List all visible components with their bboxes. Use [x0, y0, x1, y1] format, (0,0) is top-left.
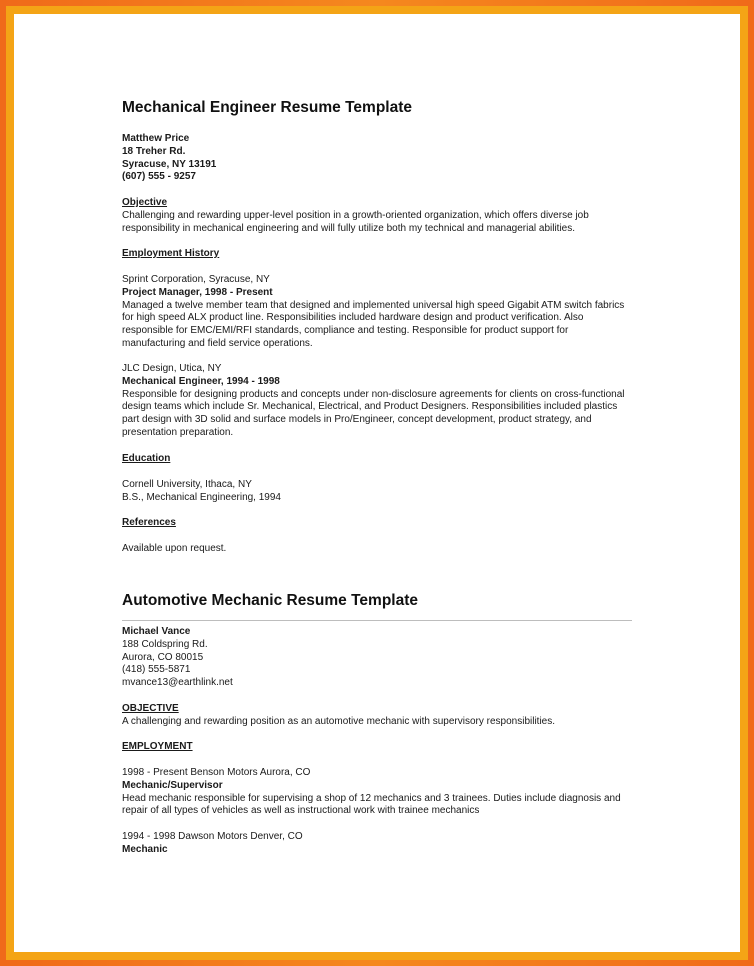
resume1-employment-heading — [122, 248, 634, 261]
resume1-job-1 — [122, 274, 634, 351]
resume1-objective-text: Challenging and rewarding upper-level position in a growth-oriented organization, which offers diverse job responsibility in mechanical engineering and will fully utilize both my technical and managerial abilities. — [122, 209, 589, 234]
resume1-contact — [122, 133, 634, 184]
job-description: Responsible for designing products and concepts under non-disclosure agreements for clients on cross-functional design teams which include Sr. Mechanical, Electrical, and Product Designers. Responsibilities included plastics part design with 3D solid and surface models in Pro/Engineer, concept development, product strategy, and presentation preparation. — [122, 388, 625, 438]
resume2-job-1 — [122, 767, 634, 818]
job-company: 1998 - Present Benson Motors Aurora, CO — [122, 767, 311, 778]
resume1-title: Mechanical Engineer Resume Template — [122, 99, 413, 116]
resume1-phone: (607) 555 - 9257 — [122, 171, 196, 183]
resume2-address1: 188 Coldspring Rd. — [122, 638, 208, 650]
resume2-title: Automotive Mechanic Resume Template — [122, 592, 419, 609]
resume2-employment-heading — [122, 741, 634, 754]
resume2-objective-heading: OBJECTIVE — [122, 703, 179, 714]
resume2-phone: (418) 555-5871 — [122, 664, 191, 676]
resume1-education-heading: Education — [122, 453, 171, 464]
job-description: Managed a twelve member team that designed and implemented universal high speed Gigabit ATM switch fabrics for high speed ALX product line. Responsibilities included hardware design and product verification. Also responsible for EMC/EMI/RFI standards, compliance and testing. Responsible for product support for manufacturing and field service operations. — [122, 299, 625, 349]
resume2-objective-text: A challenging and rewarding position as an automotive mechanic with supervisory responsibilities. — [122, 715, 556, 727]
section-heading: EMPLOYMENT — [122, 741, 193, 752]
education-degree: B.S., Mechanical Engineering, 1994 — [122, 491, 281, 503]
resume2-job-2 — [122, 831, 634, 857]
job-role: Mechanic/Supervisor — [122, 779, 223, 791]
resume2-address2: Aurora, CO 80015 — [122, 651, 204, 663]
resume1-references-heading: References — [122, 517, 176, 528]
resume2-email: mvance13@earthlink.net — [122, 677, 233, 689]
job-role: Project Manager, 1998 - Present — [122, 286, 273, 298]
section-heading: Employment History — [122, 248, 220, 259]
resume2-contact — [122, 626, 634, 690]
resume2-name: Michael Vance — [122, 626, 191, 637]
resume1-address1: 18 Treher Rd. — [122, 145, 186, 157]
resume1-references-details — [122, 543, 634, 556]
resume1-references — [122, 517, 634, 530]
document-page — [14, 14, 740, 952]
job-company: 1994 - 1998 Dawson Motors Denver, CO — [122, 831, 303, 842]
resume1-address2: Syracuse, NY 13191 — [122, 158, 217, 170]
job-role: Mechanical Engineer, 1994 - 1998 — [122, 375, 280, 387]
job-company: Sprint Corporation, Syracuse, NY — [122, 274, 270, 285]
references-text: Available upon request. — [122, 543, 227, 554]
resume1-education — [122, 453, 634, 466]
resume2-divider — [122, 620, 632, 621]
resume1-objective-heading: Objective — [122, 197, 168, 208]
education-school: Cornell University, Ithaca, NY — [122, 479, 252, 490]
resume1-name: Matthew Price — [122, 133, 190, 144]
resume1-objective — [122, 197, 634, 235]
resume2-objective — [122, 703, 634, 729]
resume1-education-details — [122, 479, 634, 505]
job-description: Head mechanic responsible for supervising a shop of 12 mechanics and 3 trainees. Duties include diagnosis and repair of all types of vehicles as well as instructional work with trainee mechanics — [122, 792, 621, 817]
resume1-job-2 — [122, 363, 634, 440]
job-role: Mechanic — [122, 843, 168, 855]
job-company: JLC Design, Utica, NY — [122, 363, 222, 374]
